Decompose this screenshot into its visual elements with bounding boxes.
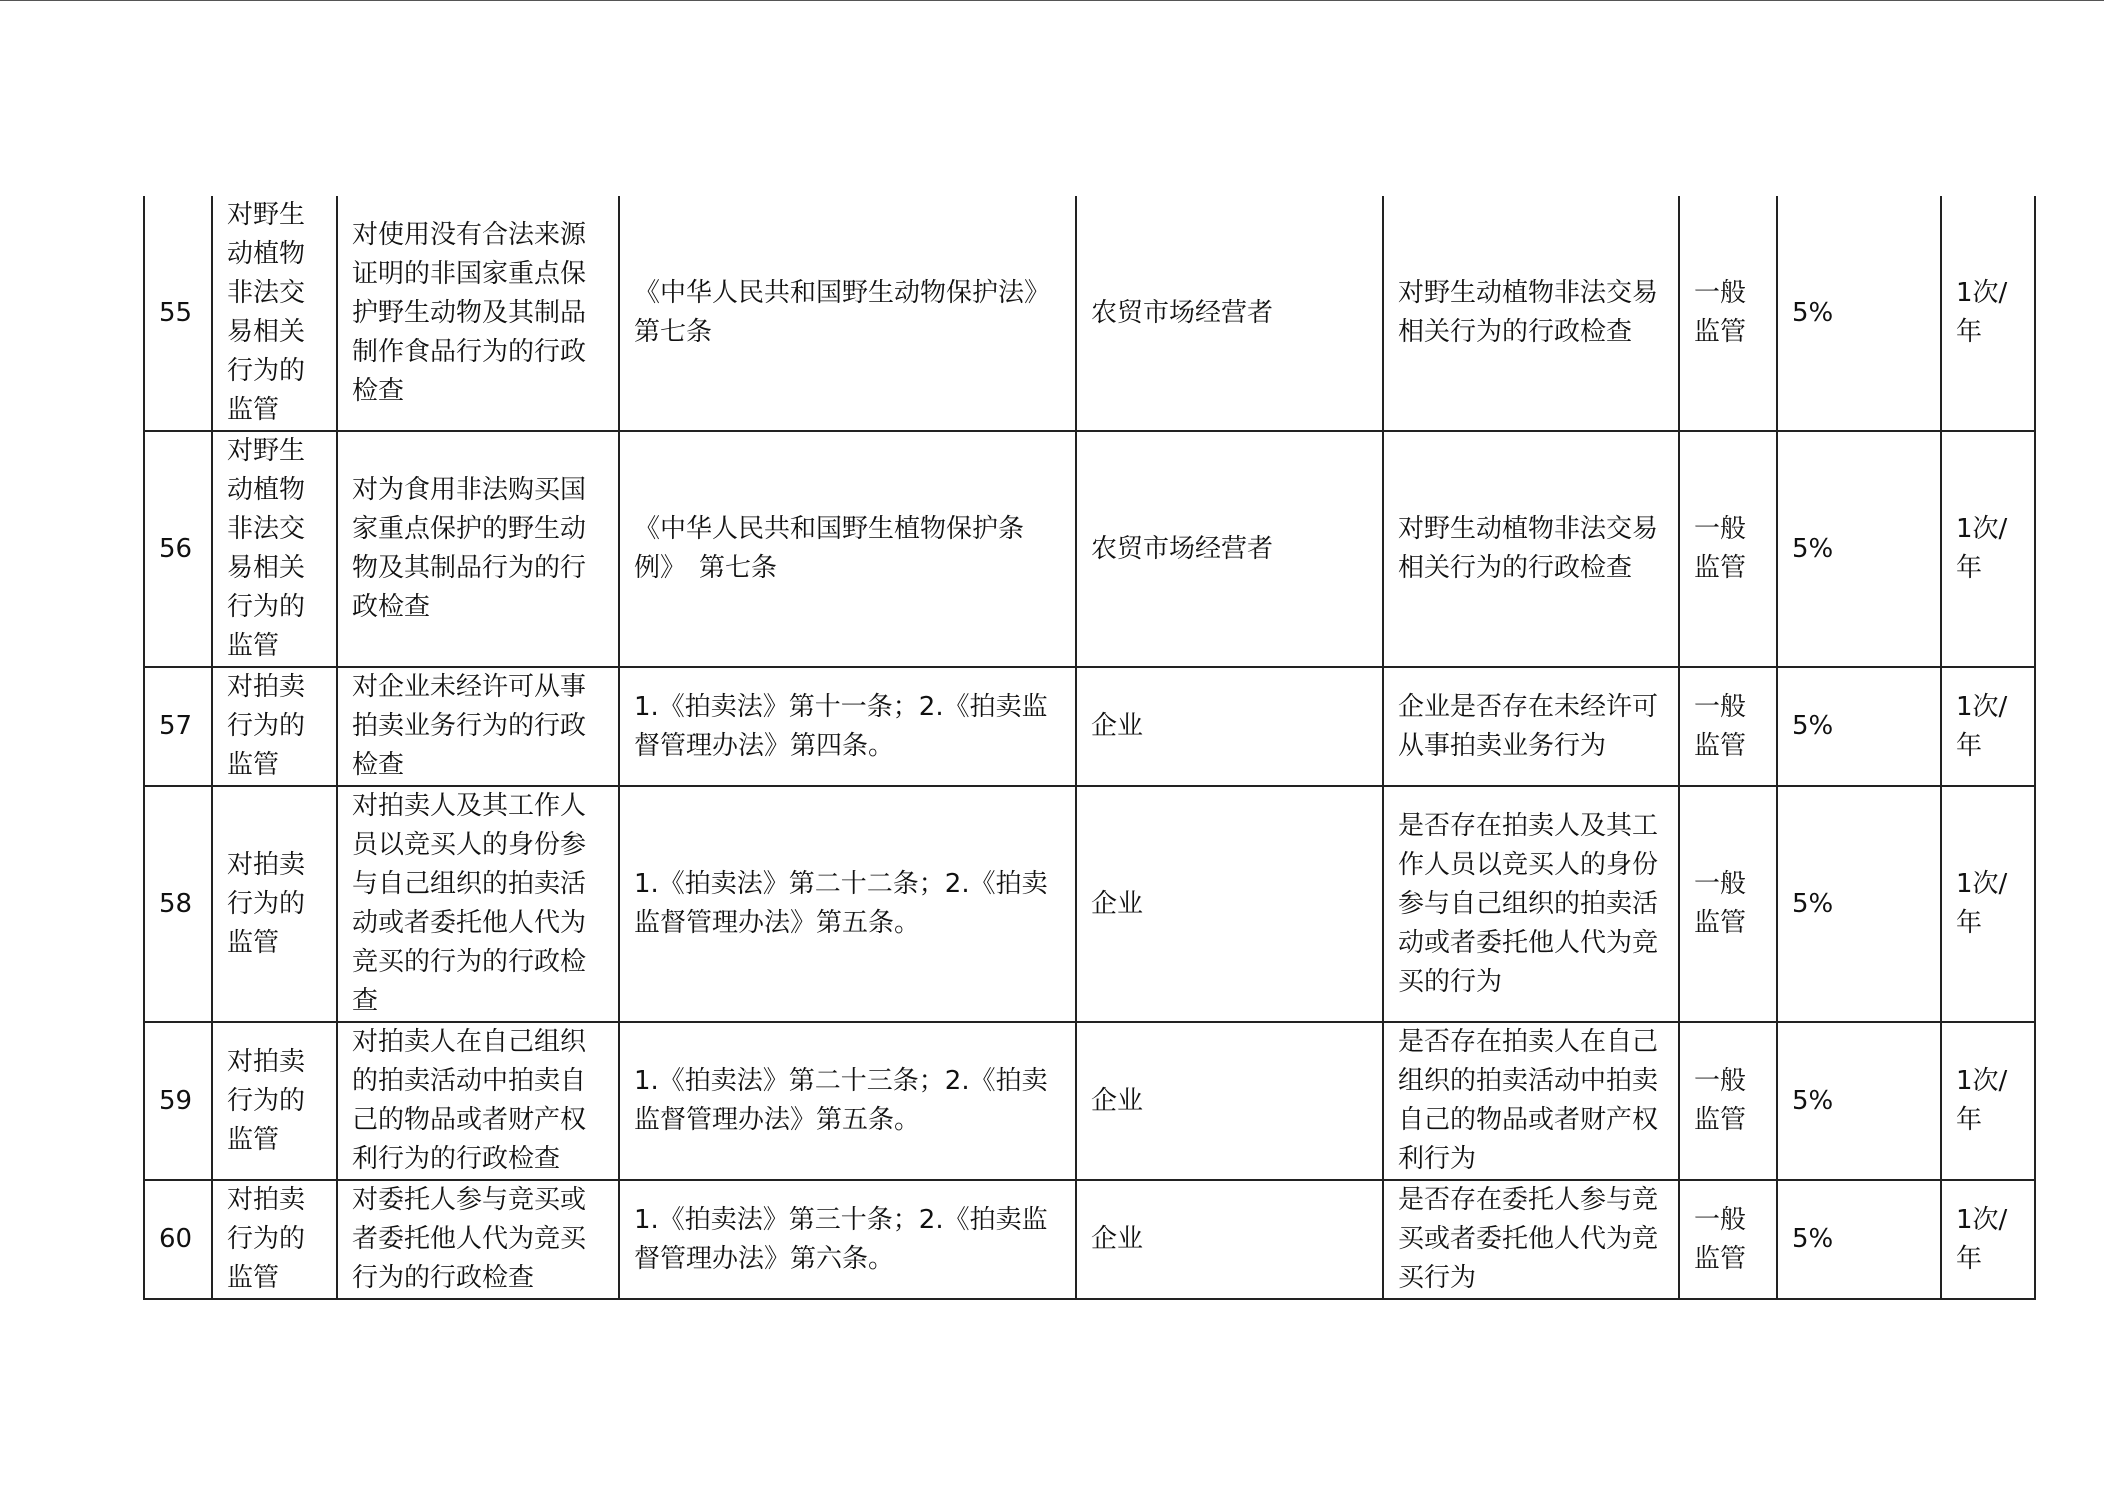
inspection-subject: 农贸市场经营者 [1076,431,1383,667]
sampling-rate: 5% [1777,1022,1941,1180]
supervision-type: 一般监管 [1679,1180,1777,1299]
inspection-item: 对拍卖人在自己组织的拍卖活动中拍卖自己的物品或者财产权利行为的行政检查 [337,1022,619,1180]
supervision-type: 一般监管 [1679,667,1777,786]
inspection-frequency: 1次/年 [1941,667,2035,786]
legal-basis: 1.《拍卖法》第十一条；2.《拍卖监督管理办法》第四条。 [619,667,1076,786]
inspection-frequency: 1次/年 [1941,786,2035,1022]
inspection-item: 对委托人参与竞买或者委托他人代为竞买行为的行政检查 [337,1180,619,1299]
inspection-item: 对为食用非法购买国家重点保护的野生动物及其制品行为的行政检查 [337,431,619,667]
row-number: 59 [144,1022,212,1180]
table-row [144,786,2035,1022]
inspection-content: 是否存在拍卖人在自己组织的拍卖活动中拍卖自己的物品或者财产权利行为 [1383,1022,1679,1180]
inspection-item: 对企业未经许可从事拍卖业务行为的行政检查 [337,667,619,786]
legal-basis: 1.《拍卖法》第三十条；2.《拍卖监督管理办法》第六条。 [619,1180,1076,1299]
legal-basis: 1.《拍卖法》第二十三条；2.《拍卖监督管理办法》第五条。 [619,1022,1076,1180]
inspection-subject: 企业 [1076,1180,1383,1299]
inspection-frequency: 1次/年 [1941,431,2035,667]
inspection-item: 对使用没有合法来源证明的非国家重点保护野生动物及其制品制作食品行为的行政检查 [337,196,619,431]
supervision-category: 对野生动植物非法交易相关行为的监管 [212,196,337,431]
legal-basis: 《中华人民共和国野生动物保护法》第七条 [619,196,1076,431]
supervision-category: 对拍卖行为的监管 [212,667,337,786]
sampling-rate: 5% [1777,1180,1941,1299]
supervision-type: 一般监管 [1679,1022,1777,1180]
supervision-category: 对野生动植物非法交易相关行为的监管 [212,431,337,667]
row-number: 57 [144,667,212,786]
inspection-frequency: 1次/年 [1941,196,2035,431]
supervision-type: 一般监管 [1679,196,1777,431]
sampling-rate: 5% [1777,786,1941,1022]
table-row [144,1180,2035,1299]
row-number: 56 [144,431,212,667]
inspection-frequency: 1次/年 [1941,1022,2035,1180]
supervision-category: 对拍卖行为的监管 [212,1180,337,1299]
inspection-subject: 企业 [1076,786,1383,1022]
table-row [144,667,2035,786]
inspection-subject: 农贸市场经营者 [1076,196,1383,431]
table-row [144,1022,2035,1180]
legal-basis: 1.《拍卖法》第二十二条；2.《拍卖监督管理办法》第五条。 [619,786,1076,1022]
sampling-rate: 5% [1777,196,1941,431]
table-row [144,196,2035,431]
page-top-border [0,0,2104,1]
supervision-category: 对拍卖行为的监管 [212,1022,337,1180]
inspection-content: 对野生动植物非法交易相关行为的行政检查 [1383,196,1679,431]
row-number: 55 [144,196,212,431]
table-row [144,431,2035,667]
row-number: 58 [144,786,212,1022]
supervision-type: 一般监管 [1679,431,1777,667]
inspection-frequency: 1次/年 [1941,1180,2035,1299]
inspection-item: 对拍卖人及其工作人员以竞买人的身份参与自己组织的拍卖活动或者委托他人代为竞买的行为的行政检查 [337,786,619,1022]
inspection-subject: 企业 [1076,667,1383,786]
supervision-category: 对拍卖行为的监管 [212,786,337,1022]
inspection-content: 对野生动植物非法交易相关行为的行政检查 [1383,431,1679,667]
row-number: 60 [144,1180,212,1299]
inspection-subject: 企业 [1076,1022,1383,1180]
inspection-content: 企业是否存在未经许可从事拍卖业务行为 [1383,667,1679,786]
sampling-rate: 5% [1777,667,1941,786]
legal-basis: 《中华人民共和国野生植物保护条例》 第七条 [619,431,1076,667]
inspection-content: 是否存在拍卖人及其工作人员以竞买人的身份参与自己组织的拍卖活动或者委托他人代为竞买的行为 [1383,786,1679,1022]
supervision-type: 一般监管 [1679,786,1777,1022]
inspection-table [143,196,2036,1300]
sampling-rate: 5% [1777,431,1941,667]
inspection-content: 是否存在委托人参与竞买或者委托他人代为竞买行为 [1383,1180,1679,1299]
